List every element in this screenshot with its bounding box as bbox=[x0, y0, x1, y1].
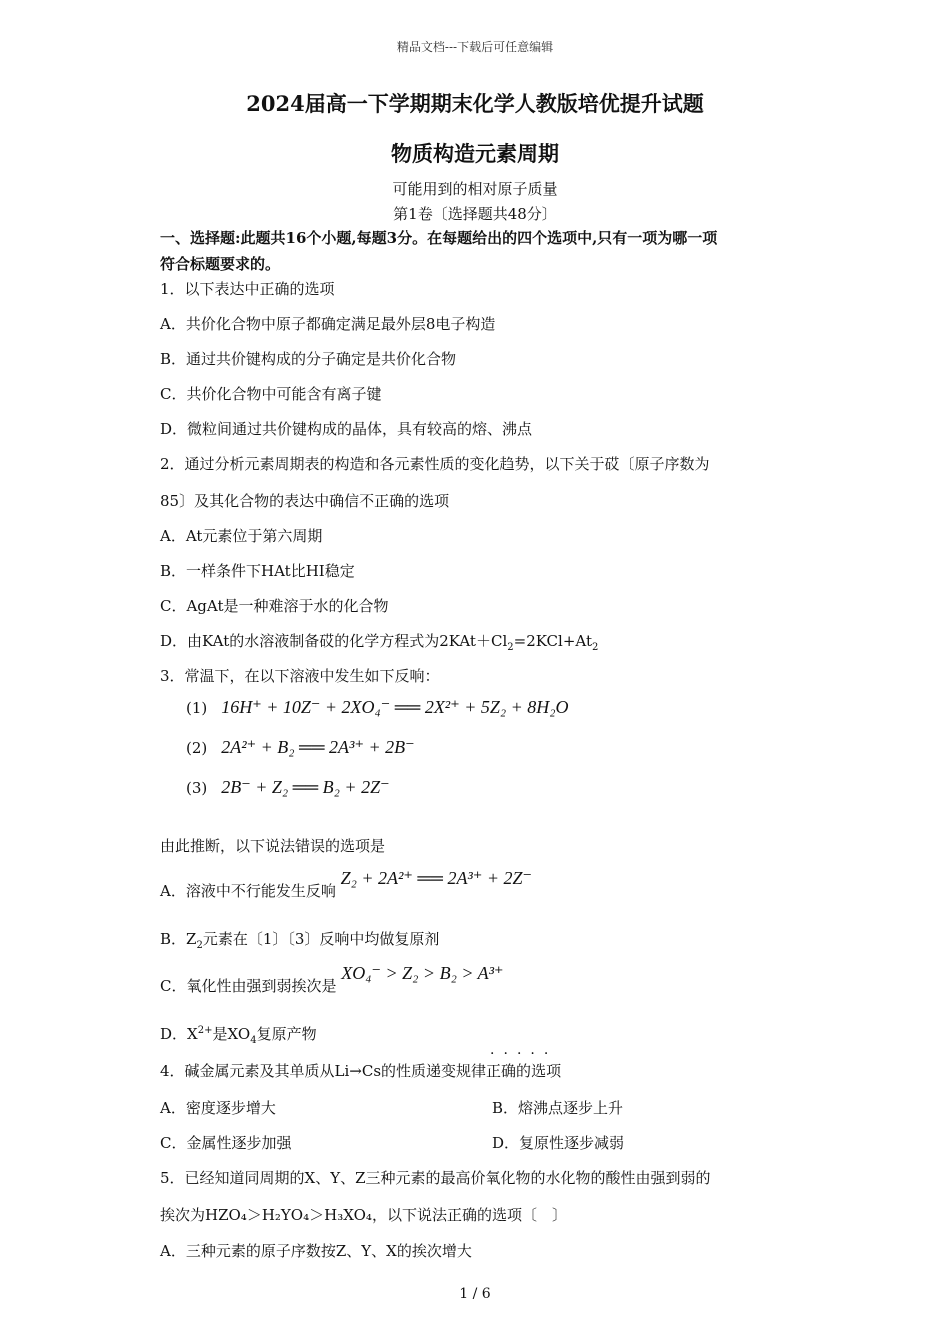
q1-option-c: C．共价化合物中可能含有离子键 bbox=[160, 385, 382, 403]
q4-option-c: C．金属性逐步加强 bbox=[160, 1134, 292, 1152]
q3-stem: 3．常温下，在以下溶液中发生如下反响： bbox=[160, 667, 440, 685]
q2-option-a: A．At元素位于第六周期 bbox=[160, 527, 323, 545]
q2-option-d-sub1: 2 bbox=[507, 642, 514, 653]
q2-option-d-mid: =2KCl+At bbox=[513, 632, 592, 650]
page-header: 精品文档---下载后可任意编辑 bbox=[396, 40, 554, 54]
q4-stem-text: 4．碱金属元素及其单质从Li→Cs的性质递变规律 bbox=[160, 1062, 487, 1080]
q3-equation-3 bbox=[186, 777, 390, 798]
q3-eq3-label: (3) bbox=[186, 779, 208, 797]
q3-option-b bbox=[160, 928, 439, 951]
q5-stem-line1: 5．已经知道同周期的X、Y、Z三种元素的最高价氧化物的水化物的酸性由强到弱的 bbox=[160, 1169, 711, 1187]
q4-stem-end: 选项 bbox=[531, 1062, 562, 1080]
q2-option-d-prefix: D．由KAt的水溶液制备砹的化学方程式为2KAt＋Cl bbox=[160, 632, 508, 650]
note-volume: 第1卷〔选择题共48分〕 bbox=[393, 205, 557, 223]
q2-option-c: C．AgAt是一种难溶于水的化合物 bbox=[160, 597, 389, 615]
q3-option-b-post: 元素在〔1〕〔3〕反响中均做复原剂 bbox=[202, 930, 440, 948]
q3-equation-1 bbox=[186, 697, 569, 718]
q3-equation-2 bbox=[186, 737, 415, 758]
q3-option-d-post: 是XO bbox=[212, 1025, 251, 1043]
q3-option-b-sub: 2 bbox=[196, 940, 203, 951]
q2-option-d bbox=[160, 630, 598, 653]
q3-eq2-label: (2) bbox=[186, 739, 208, 757]
note-atomic-mass: 可能用到的相对原子质量 bbox=[392, 180, 558, 198]
q3-option-a-equation: Z₂ + 2A²⁺ ══ 2A³⁺ + 2Z⁻ bbox=[340, 868, 532, 888]
document-title: 2024届高一下学期期末化学人教版培优提升试题 bbox=[246, 91, 704, 116]
q5-stem-line2: 挨次为HZO₄＞H₂YO₄＞H₃XO₄，以下说法正确的选项〔 〕 bbox=[160, 1206, 567, 1224]
q3-option-d-tail: 复原产物 bbox=[256, 1025, 317, 1043]
q3-inference: 由此推断，以下说法错误的选项是 bbox=[160, 837, 386, 855]
q4-stem bbox=[160, 1046, 562, 1081]
q3-option-a bbox=[160, 868, 532, 901]
q3-option-c-equation: XO₄⁻ > Z₂ > B₂ > A³⁺ bbox=[341, 963, 504, 983]
q3-option-c bbox=[160, 963, 504, 996]
q3-option-b-pre: B．Z bbox=[160, 930, 197, 948]
q2-option-b: B．一样条件下HAt比HI稳定 bbox=[160, 562, 355, 580]
q3-option-d-sub: 4 bbox=[250, 1035, 257, 1046]
q4-stem-emphasis-text: 正确的 bbox=[486, 1062, 532, 1080]
q3-eq2-formula: 2A²⁺ + B₂ ══ 2A³⁺ + 2B⁻ bbox=[221, 737, 415, 757]
q5-option-a: A．三种元素的原子序数按Z、Y、X的挨次增大 bbox=[160, 1242, 472, 1260]
q1-option-d: D．微粒间通过共价键构成的晶体，具有较高的熔、沸点 bbox=[160, 420, 533, 438]
q4-option-d: D．复原性逐步减弱 bbox=[492, 1134, 625, 1152]
q3-eq1-formula: 16H⁺ + 10Z⁻ + 2XO₄⁻ ══ 2X²⁺ + 5Z₂ + 8H₂O bbox=[221, 697, 569, 717]
page-number: 1 / 6 bbox=[459, 1286, 491, 1302]
section-heading-line2: 符合标题要求的。 bbox=[160, 255, 281, 273]
q4-option-b: B．熔沸点逐步上升 bbox=[492, 1099, 624, 1117]
q3-option-d bbox=[160, 1023, 317, 1046]
section-heading-line1: 一、选择题:此题共16个小题,每题3分。在每题给出的四个选项中,只有一项为哪一项 bbox=[160, 229, 718, 247]
q2-stem-line2: 85〕及其化合物的表达中确信不正确的选项 bbox=[160, 492, 450, 510]
q3-option-d-pre: D．X bbox=[160, 1025, 198, 1043]
q3-option-a-text: A．溶液中不行能发生反响 bbox=[160, 882, 336, 900]
q3-option-c-text: C．氧化性由强到弱挨次是 bbox=[160, 977, 337, 995]
q2-stem-line1: 2．通过分析元素周期表的构造和各元素性质的变化趋势，以下关于砹〔原子序数为 bbox=[160, 455, 710, 473]
q3-eq3-formula: 2B⁻ + Z₂ ══ B₂ + 2Z⁻ bbox=[221, 777, 390, 797]
q1-option-a: A．共价化合物中原子都确定满足最外层8电子构造 bbox=[160, 315, 496, 333]
q3-option-d-sup: 2+ bbox=[197, 1025, 213, 1036]
q3-eq1-label: (1) bbox=[186, 699, 208, 717]
q2-option-d-sub2: 2 bbox=[591, 642, 599, 653]
emphasis-dots-icon: ····· bbox=[490, 1046, 558, 1062]
q1-stem: 1．以下表达中正确的选项 bbox=[160, 280, 335, 298]
q4-option-a: A．密度逐步增大 bbox=[160, 1099, 276, 1117]
document-subtitle: 物质构造元素周期 bbox=[391, 141, 559, 166]
q1-option-b: B．通过共价键构成的分子确定是共价化合物 bbox=[160, 350, 457, 368]
